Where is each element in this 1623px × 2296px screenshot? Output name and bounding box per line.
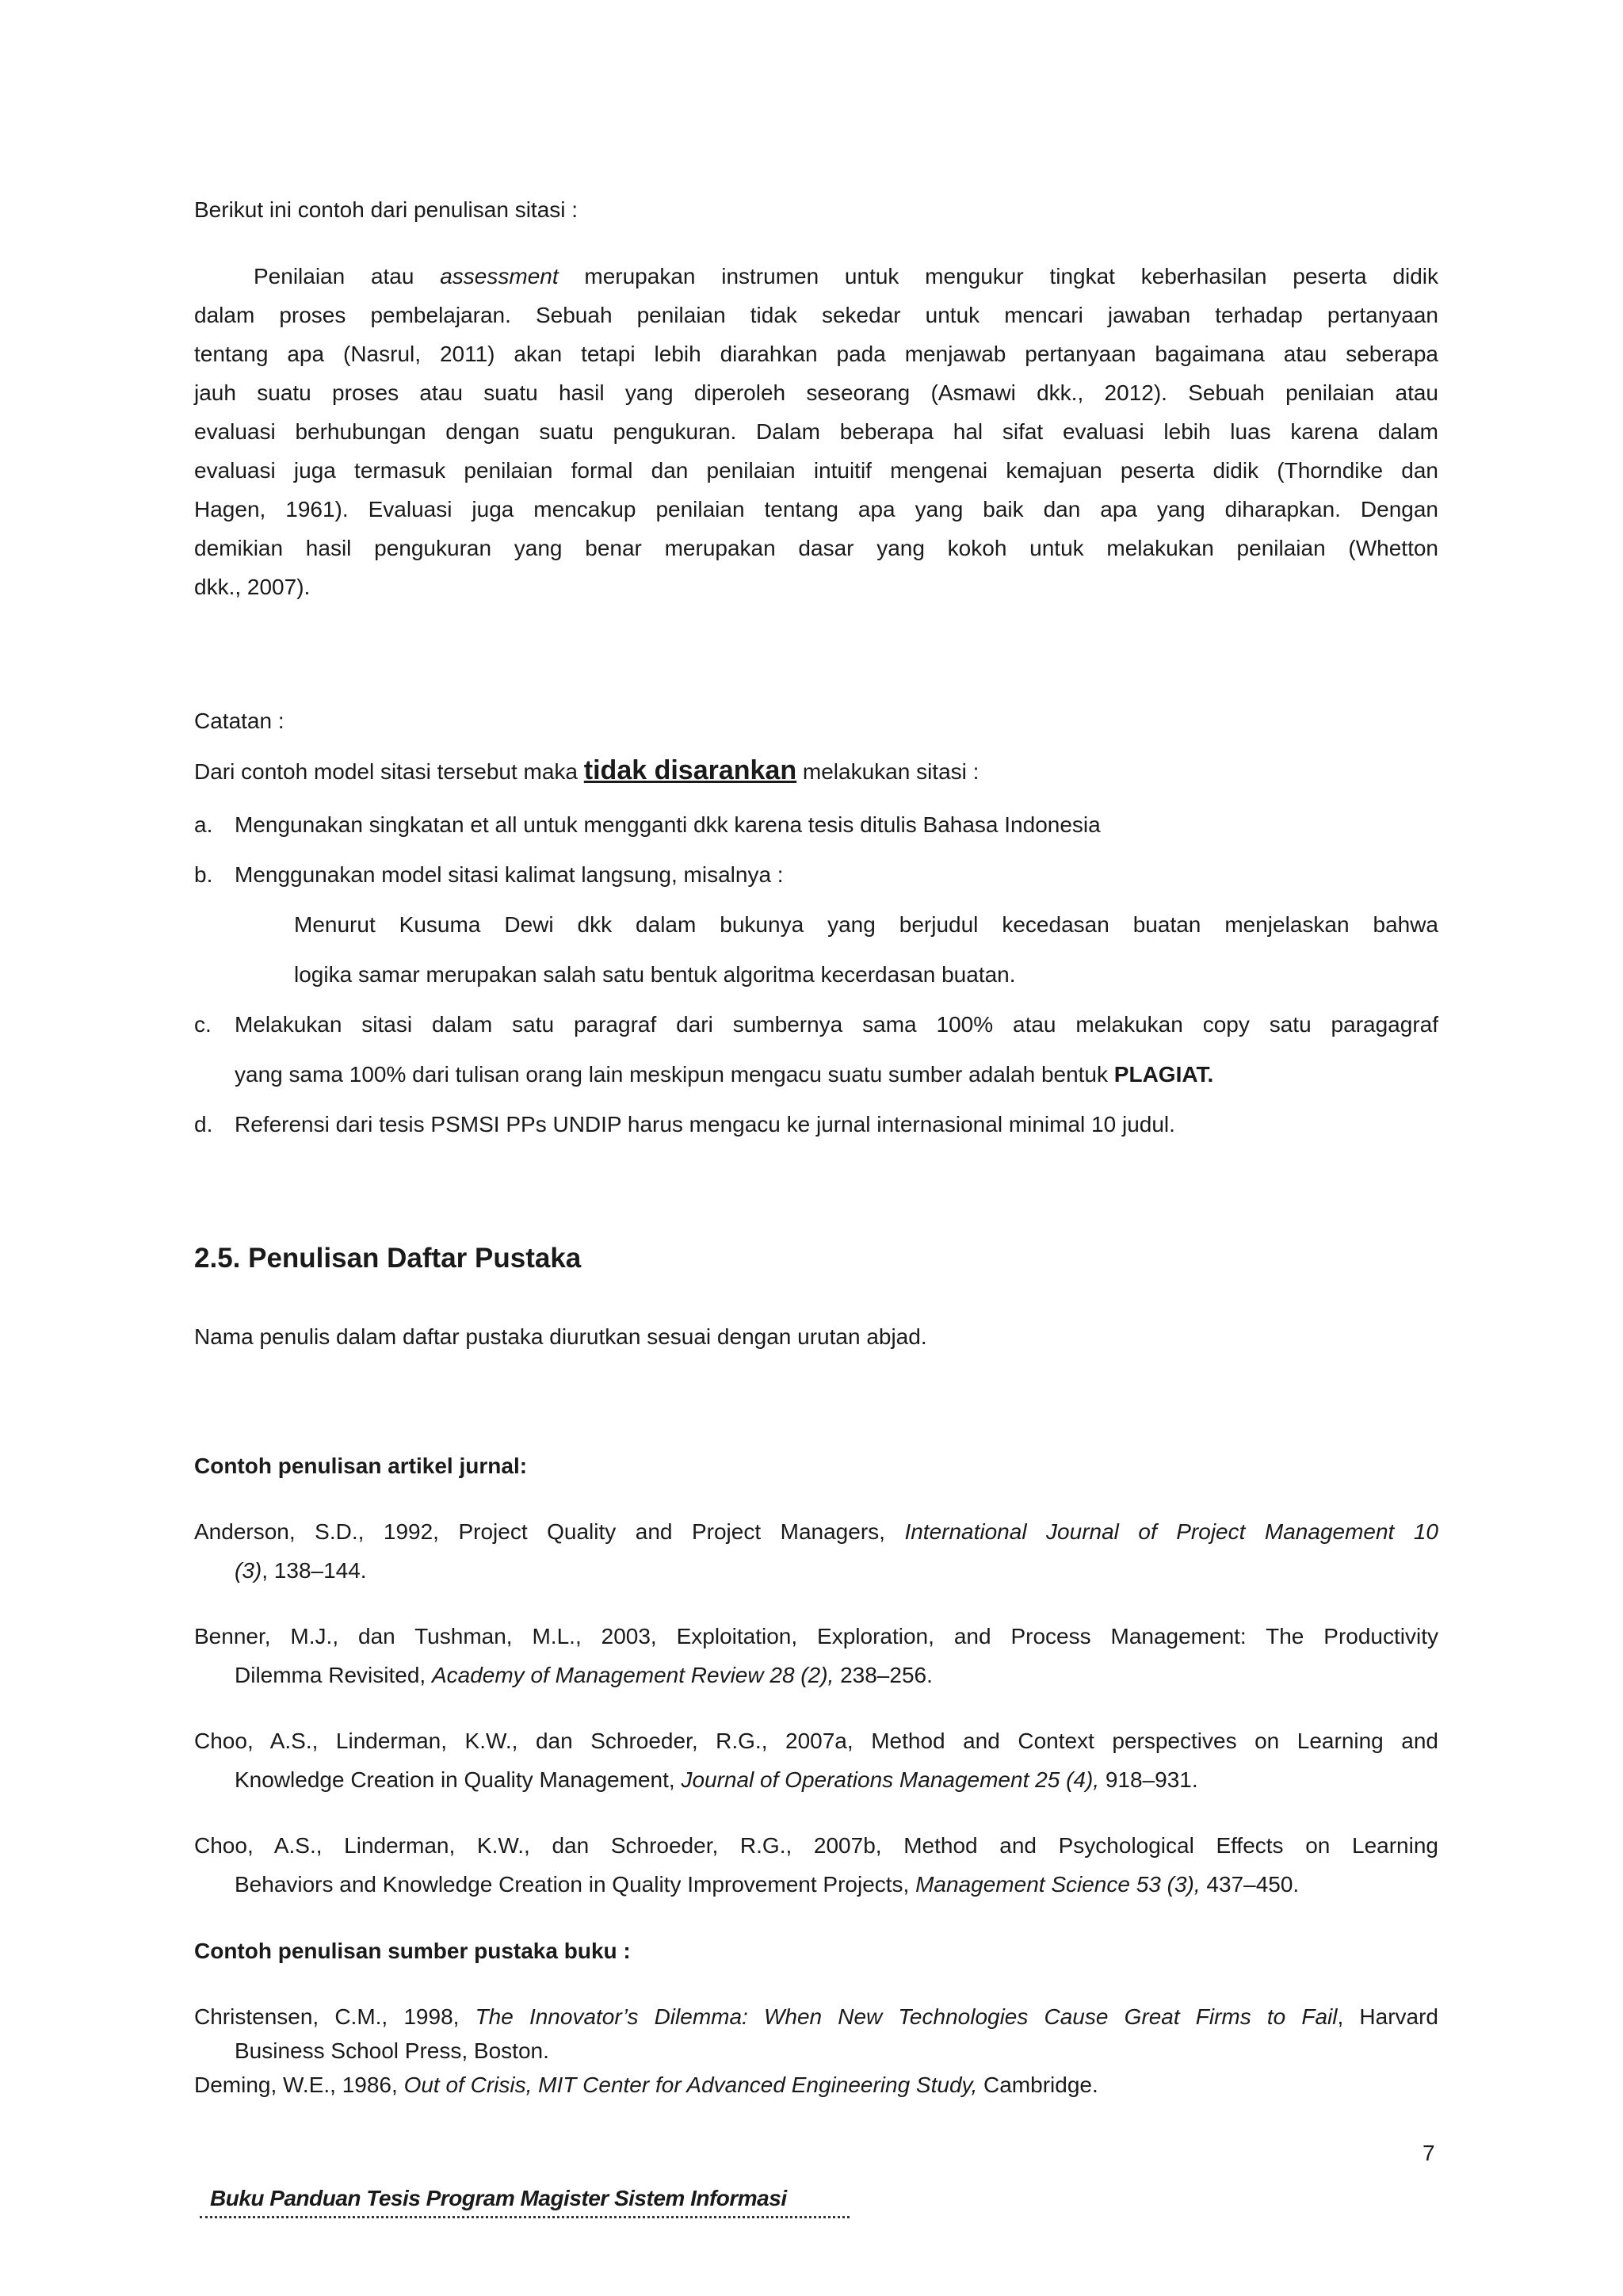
example-line: evaluasi juga termasuk penilaian formal dan penilaian intuitif mengenai kemajuan peserta didik (Thorndike dan	[194, 458, 1438, 483]
list-marker: b.	[194, 862, 213, 887]
reference-line: Choo, A.S., Linderman, K.W., dan Schroeder, R.G., 2007b, Method and Psychological Effects on Learning	[194, 1833, 1438, 1858]
note-item-a: Mengunakan singkatan et all untuk mengganti dkk karena tesis ditulis Bahasa Indonesia	[235, 812, 1101, 837]
reference-line: Behaviors and Knowledge Creation in Quality Improvement Projects, Management Science 53 (3), 437–450.	[235, 1872, 1300, 1897]
footer-title: Buku Panduan Tesis Program Magister Sistem Informasi	[210, 2186, 787, 2210]
note-lead: Dari contoh model sitasi tersebut maka tidak disarankan melakukan sitasi :	[194, 755, 980, 785]
example-line: jauh suatu proses atau suatu hasil yang diperoleh seseorang (Asmawi dkk., 2012). Sebuah penilaian atau	[194, 380, 1438, 405]
reference-line: Benner, M.J., dan Tushman, M.L., 2003, Exploitation, Exploration, and Process Management: The Productivity	[194, 1624, 1438, 1648]
example-line: dkk., 2007).	[194, 575, 311, 599]
note-item-b-quote: Menurut Kusuma Dewi dkk dalam bukunya yang berjudul kecedasan buatan menjelaskan bahwa	[294, 912, 1438, 937]
plagiat-label: PLAGIAT.	[1113, 1062, 1214, 1087]
list-marker: d.	[194, 1112, 213, 1137]
example-line: dalam proses pembelajaran. Sebuah penilaian tidak sekedar untuk mencari jawaban terhadap pertanyaan	[194, 303, 1438, 327]
example-line: evaluasi berhubungan dengan suatu pengukuran. Dalam beberapa hal sifat evaluasi lebih luas karena dalam	[194, 419, 1438, 444]
reference-line: Anderson, S.D., 1992, Project Quality and Project Managers, International Journal of Project Management 10	[194, 1519, 1438, 1544]
note-item-d: Referensi dari tesis PSMSI PPs UNDIP harus mengacu ke jurnal internasional minimal 10 judul.	[235, 1112, 1175, 1137]
page-number: 7	[1423, 2141, 1435, 2165]
note-item-c-cont: yang sama 100% dari tulisan orang lain meskipun mengacu suatu sumber adalah bentuk PLAGIAT.	[235, 1062, 1214, 1087]
section-body: Nama penulis dalam daftar pustaka diurutkan sesuai dengan urutan abjad.	[194, 1324, 927, 1349]
note-label: Catatan :	[194, 709, 285, 733]
reference-line: Christensen, C.M., 1998, The Innovator’s Dilemma: When New Technologies Cause Great Firms to Fail, Harvard	[194, 2004, 1438, 2029]
list-marker: c.	[194, 1012, 212, 1037]
reference-line: Knowledge Creation in Quality Management, Journal of Operations Management 25 (4), 918–931.	[235, 1767, 1198, 1792]
note-item-b: Menggunakan model sitasi kalimat langsung, misalnya :	[235, 862, 784, 887]
emphasis-not-recommended: tidak disarankan	[583, 755, 797, 785]
example-line: Penilaian atau assessment merupakan instrumen untuk mengukur tingkat keberhasilan peserta didik	[254, 264, 1438, 288]
section-heading: 2.5. Penulisan Daftar Pustaka	[194, 1243, 582, 1274]
book-heading: Contoh penulisan sumber pustaka buku :	[194, 1939, 631, 1963]
reference-line: (3), 138–144.	[235, 1558, 367, 1583]
example-line: demikian hasil pengukuran yang benar merupakan dasar yang kokoh untuk melakukan penilaian (Whetton	[194, 536, 1438, 560]
example-line: tentang apa (Nasrul, 2011) akan tetapi lebih diarahkan pada menjawab pertanyaan bagaimana atau seberapa	[194, 342, 1438, 366]
note-item-b-quote: logika samar merupakan salah satu bentuk algoritma kecerdasan buatan.	[294, 962, 1016, 987]
footer-dotted-rule	[200, 2216, 850, 2218]
example-line: Hagen, 1961). Evaluasi juga mencakup penilaian tentang apa yang baik dan apa yang diharapkan. Dengan	[194, 497, 1438, 521]
intro-text: Berikut ini contoh dari penulisan sitasi :	[194, 197, 579, 222]
list-marker: a.	[194, 812, 213, 837]
reference-line: Deming, W.E., 1986, Out of Crisis, MIT Center for Advanced Engineering Study, Cambridge.	[194, 2073, 1098, 2097]
note-item-c: Melakukan sitasi dalam satu paragraf dari sumbernya sama 100% atau melakukan copy satu paragagraf	[235, 1012, 1438, 1037]
reference-line: Choo, A.S., Linderman, K.W., dan Schroeder, R.G., 2007a, Method and Context perspectives on Learning and	[194, 1729, 1438, 1753]
reference-line: Business School Press, Boston.	[235, 2038, 549, 2063]
journal-heading: Contoh penulisan artikel jurnal:	[194, 1454, 528, 1478]
reference-line: Dilemma Revisited, Academy of Management Review 28 (2), 238–256.	[235, 1663, 933, 1687]
